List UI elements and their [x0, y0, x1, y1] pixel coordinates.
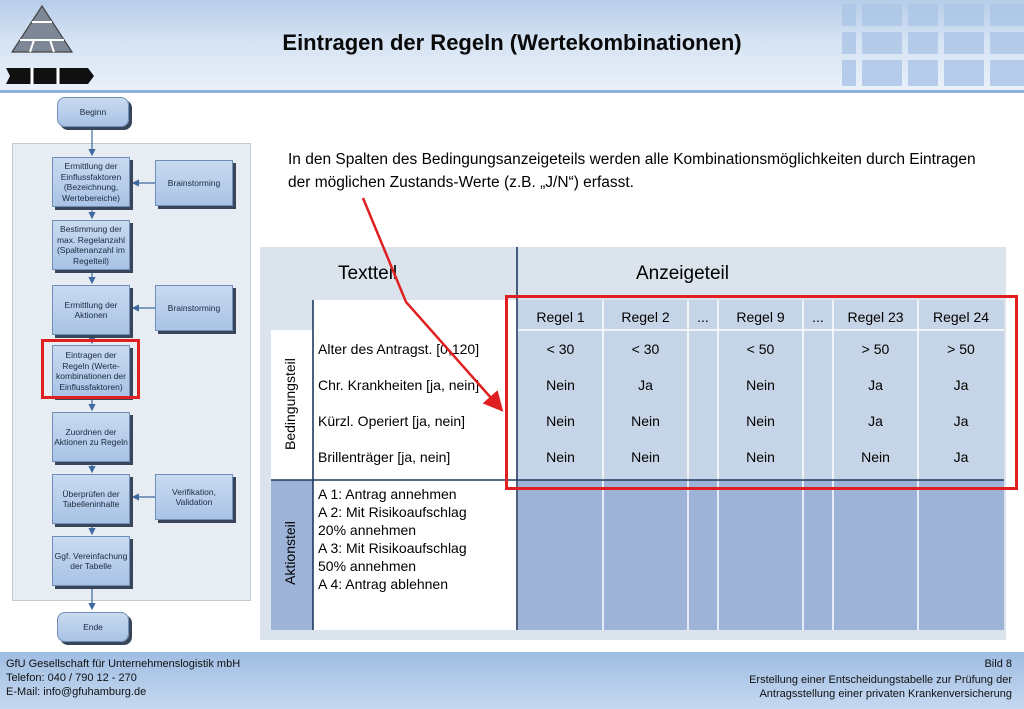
aktionsteil-label: Aktionsteil — [282, 521, 298, 585]
condition-value: Nein — [546, 449, 575, 465]
condition-value: > 50 — [861, 341, 890, 357]
footer-subtitle-2: Antragsstellung einer privaten Krankenversicherung — [759, 688, 1012, 700]
flow-side-brainstorming-2: Brainstorming — [155, 285, 233, 331]
flow-step-4: Eintragen der Regeln (Werte-kombinationen der Einflussfaktoren) — [52, 345, 130, 397]
flow-step-1: Ermittlung der Einflussfaktoren (Bezeichnung, Wertebereiche) — [52, 157, 130, 207]
action-line-1: A 1: Antrag annehmen — [318, 486, 457, 502]
rule-header-24: Regel 24 — [932, 309, 990, 325]
footer-email: E-Mail: info@gfuhamburg.de — [6, 686, 147, 698]
condition-value: Nein — [746, 449, 775, 465]
condition-label-4: Brillenträger [ja, nein] — [318, 449, 451, 465]
condition-value: Nein — [861, 449, 890, 465]
rule-header-ellipsis-2: ... — [812, 309, 824, 325]
condition-value: Ja — [638, 377, 653, 393]
condition-value: Nein — [631, 413, 660, 429]
rule-header-23: Regel 23 — [847, 309, 904, 325]
condition-value: Nein — [746, 377, 775, 393]
condition-value: Ja — [868, 377, 883, 393]
rule-header-9: Regel 9 — [736, 309, 785, 325]
highlight-arrow-icon — [350, 190, 520, 420]
condition-value: Ja — [953, 377, 969, 393]
footer-subtitle-1: Erstellung einer Entscheidungstabelle zur Prüfung der — [749, 674, 1012, 686]
page-title: Eintragen der Regeln (Wertekombinationen) — [282, 30, 742, 55]
rule-header-1: Regel 1 — [536, 309, 585, 325]
condition-value: < 50 — [746, 341, 775, 357]
flow-end: Ende — [57, 612, 129, 642]
flow-start: Beginn — [57, 97, 129, 127]
flow-step-3: Ermittlung der Aktionen — [52, 285, 130, 335]
condition-value: Nein — [546, 413, 575, 429]
rule-header-2: Regel 2 — [621, 309, 670, 325]
footer-company: GfU Gesellschaft für Unternehmenslogistik mbH — [6, 658, 241, 670]
action-line-5: 50% annehmen — [318, 558, 417, 574]
description-text: In den Spalten des Bedingungsanzeigeteils werden alle Kombinationsmöglichkeiten durch Eintragen der möglichen Zustands-Werte (z.B. „J/N“) erfasst. — [288, 151, 976, 191]
condition-value: Nein — [631, 449, 660, 465]
bedingungsteil-label: Bedingungsteil — [282, 358, 298, 450]
rules-highlight-box — [505, 295, 1018, 490]
condition-value: Ja — [953, 449, 969, 465]
flow-step-5: Zuordnen der Aktionen zu Regeln — [52, 412, 130, 462]
rule-header-ellipsis-1: ... — [697, 309, 709, 325]
action-line-3: 20% annehmen — [318, 522, 417, 538]
condition-value: Nein — [546, 377, 575, 393]
condition-label-2: Chr. Krankheiten [ja, nein] — [318, 377, 480, 393]
footer-slide-number: Bild 8 — [984, 658, 1012, 670]
condition-value: Nein — [746, 413, 775, 429]
condition-value: < 30 — [631, 341, 660, 357]
header-divider — [0, 90, 1024, 93]
condition-value: > 50 — [947, 341, 975, 357]
action-line-6: A 4: Antrag ablehnen — [318, 576, 448, 592]
flow-step-2: Bestimmung der max. Regelanzahl (Spaltenanzahl im Regelteil) — [52, 220, 130, 270]
textteil-header: Textteil — [338, 263, 398, 284]
condition-label-1: Alter des Antragst. [0,120] — [318, 341, 480, 357]
flow-step-6: Überprüfen der Tabelleninhalte — [52, 474, 130, 524]
condition-value: Ja — [868, 413, 883, 429]
anzeigeteil-header: Anzeigeteil — [636, 263, 729, 284]
flow-step-7: Ggf. Vereinfachung der Tabelle — [52, 536, 130, 586]
condition-label-3: Kürzl. Operiert [ja, nein] — [318, 413, 466, 429]
condition-value: Ja — [953, 413, 969, 429]
flow-side-brainstorming-1: Brainstorming — [155, 160, 233, 206]
flow-side-verification: Verifikation, Validation — [155, 474, 233, 520]
action-line-2: A 2: Mit Risikoaufschlag — [318, 504, 467, 520]
action-line-4: A 3: Mit Risikoaufschlag — [318, 540, 467, 556]
footer-phone: Telefon: 040 / 790 12 - 270 — [6, 672, 137, 684]
flow-highlight-box — [41, 339, 140, 399]
condition-value: < 30 — [546, 341, 575, 357]
